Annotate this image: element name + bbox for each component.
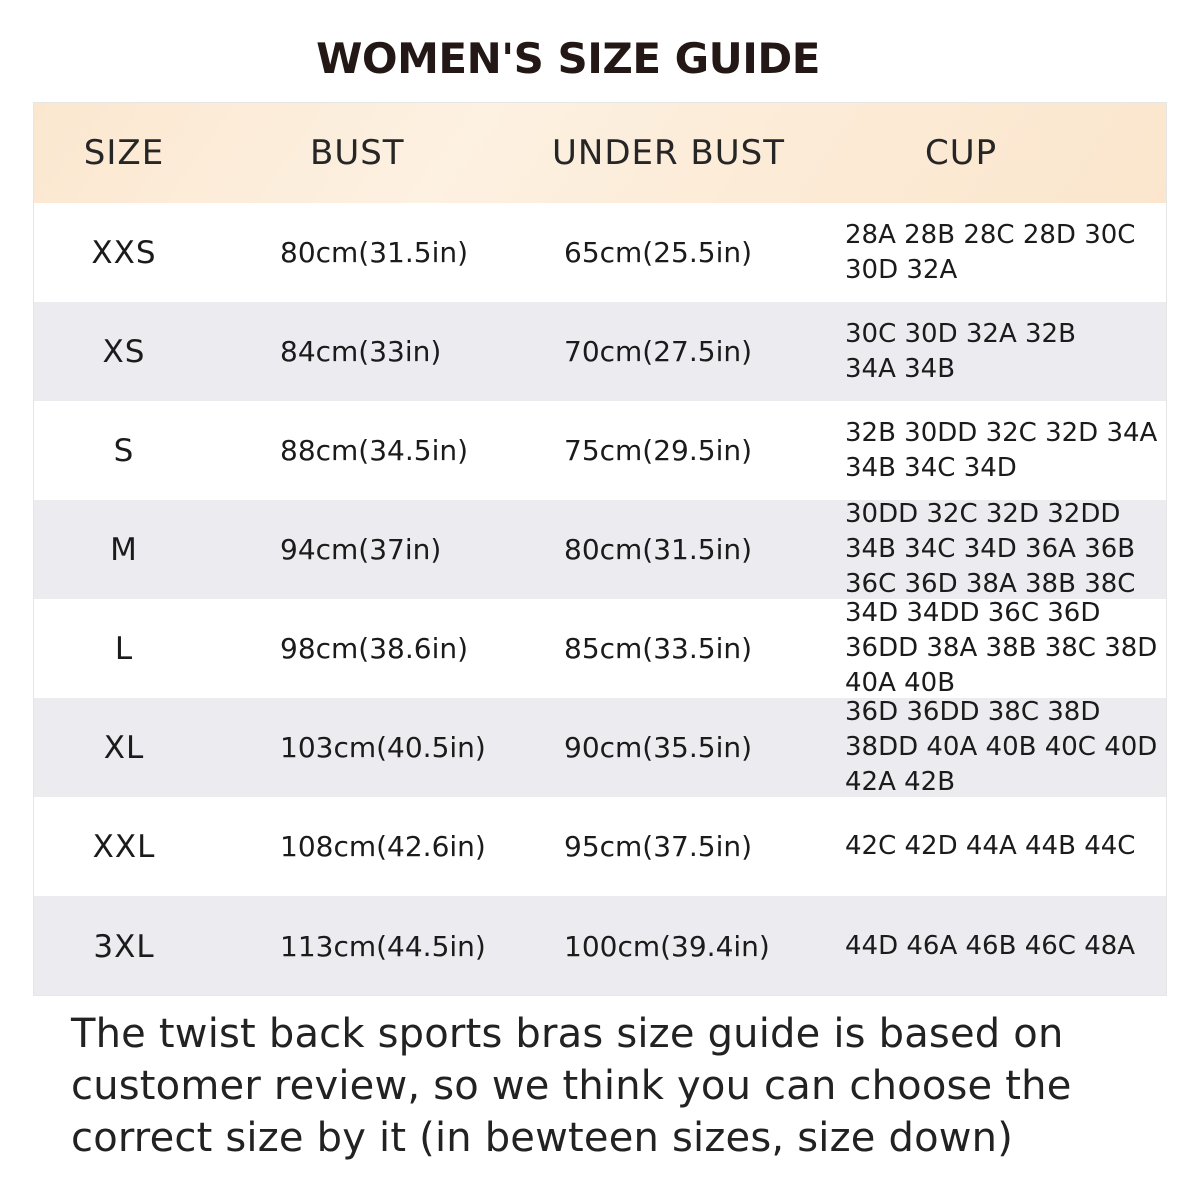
cup-cell (844, 203, 1167, 302)
bust-cell: 84cm(33in) (280, 335, 442, 368)
size-table (33, 102, 1167, 996)
under-bust-cell: 100cm(39.4in) (564, 930, 770, 963)
cup-cell (844, 401, 1167, 500)
cup-cell (844, 896, 1167, 996)
under-bust-cell: 75cm(29.5in) (564, 434, 753, 467)
bust-cell: 80cm(31.5in) (280, 236, 469, 269)
size-cell: 3XL (93, 928, 155, 965)
cup-text: 36D 36DD 38C 38D 38DD 40A 40B 40C 40D 42A 42B (845, 697, 1158, 797)
cup-cell (844, 302, 1167, 401)
under-bust-cell: 70cm(27.5in) (564, 335, 753, 368)
header-size: SIZE (83, 133, 165, 173)
bust-cell: 103cm(40.5in) (280, 731, 486, 764)
page-title: WOMEN'S SIZE GUIDE (316, 34, 820, 83)
size-guide-note: The twist back sports bras size guide is based on customer review, so we think you can choose the correct size by it (in bewteen sizes, size down) (71, 1011, 1072, 1161)
bust-cell: 88cm(34.5in) (280, 434, 469, 467)
under-bust-cell: 65cm(25.5in) (564, 236, 753, 269)
bust-cell: 94cm(37in) (280, 533, 442, 566)
under-bust-cell: 90cm(35.5in) (564, 731, 753, 764)
cup-cell (844, 698, 1167, 797)
under-bust-cell: 80cm(31.5in) (564, 533, 753, 566)
cup-text: 34D 34DD 36C 36D 36DD 38A 38B 38C 38D 40A 40B (845, 598, 1158, 698)
table-row (34, 401, 1166, 500)
cup-cell (844, 500, 1167, 599)
cup-text: 42C 42D 44A 44B 44C (845, 831, 1136, 861)
table-row (34, 203, 1166, 302)
cup-text: 32B 30DD 32C 32D 34A 34B 34C 34D (845, 417, 1158, 483)
table-header (34, 103, 1166, 203)
cup-text: 44D 46A 46B 46C 48A (845, 931, 1136, 961)
size-cell: M (110, 531, 138, 568)
header-under-bust: UNDER BUST (552, 133, 785, 173)
header-cup: CUP (925, 132, 998, 173)
bust-cell: 113cm(44.5in) (280, 930, 486, 963)
cup-text: 30C 30D 32A 32B 34A 34B (845, 318, 1076, 384)
table-row (34, 302, 1166, 401)
size-cell: S (113, 432, 135, 469)
cup-text: 30DD 32C 32D 32DD 34B 34C 34D 36A 36B 36C 36D 38A 38B 38C (845, 499, 1136, 599)
size-cell: XS (102, 333, 146, 370)
under-bust-cell: 95cm(37.5in) (564, 830, 753, 863)
size-cell: L (114, 630, 134, 667)
size-cell: XL (103, 729, 145, 766)
cup-cell (844, 797, 1167, 896)
table-row (34, 797, 1166, 896)
cup-cell (844, 599, 1167, 698)
cup-text: 28A 28B 28C 28D 30C 30D 32A (845, 219, 1136, 285)
bust-cell: 98cm(38.6in) (280, 632, 469, 665)
under-bust-cell: 85cm(33.5in) (564, 632, 753, 665)
size-cell: XXS (91, 234, 157, 271)
table-row (34, 599, 1166, 698)
table-row (34, 500, 1166, 599)
header-bust: BUST (310, 133, 405, 173)
table-row (34, 896, 1166, 996)
bust-cell: 108cm(42.6in) (280, 830, 486, 863)
size-cell: XXL (92, 828, 156, 865)
table-row (34, 698, 1166, 797)
